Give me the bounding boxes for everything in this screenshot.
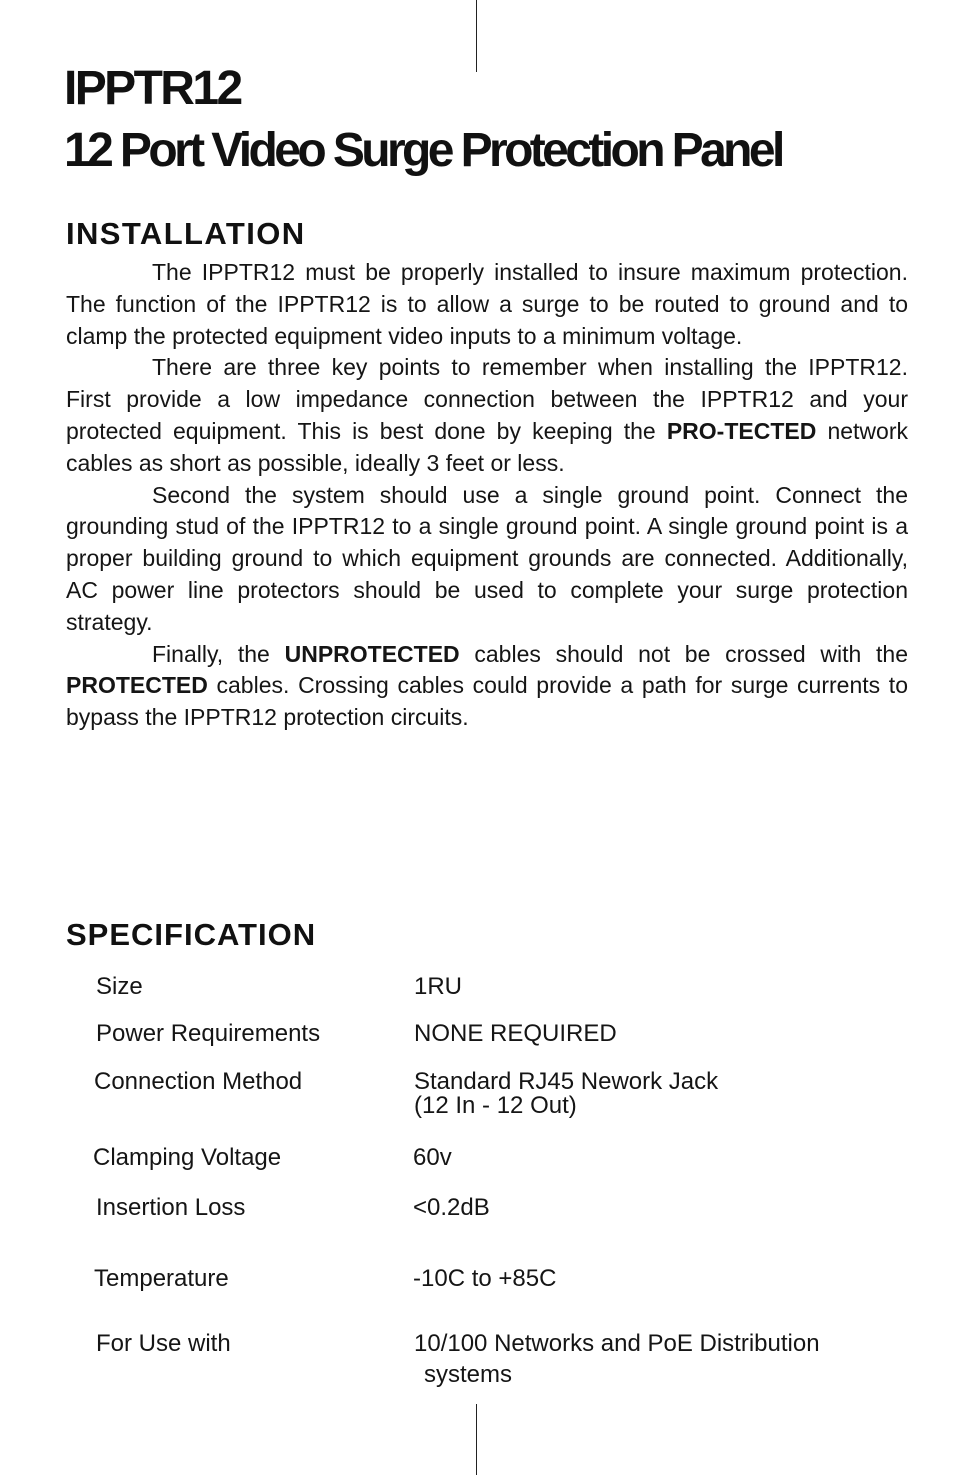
specification-heading: SPECIFICATION (66, 917, 317, 952)
spec-value: -10C to +85C (413, 1265, 557, 1292)
spec-label: Size (96, 973, 143, 1000)
spec-label: Power Requirements (96, 1020, 321, 1047)
spec-value: Standard RJ45 Nework Jack (12 In - 12 Out) (414, 1068, 719, 1119)
spec-row-temperature (94, 1265, 557, 1292)
spec-label: For Use with (96, 1330, 231, 1357)
spec-row-use-with (96, 1328, 820, 1388)
installation-paragraph-2: There are three key points to remember when installing the IPPTR12. First provide a low impedance connection between the IPPTR12 and your protected equipment. This is best done by keeping the PRO-TECTED network cables as short as possible, ideally 3 feet or less. (66, 354, 908, 476)
installation-heading: INSTALLATION (66, 216, 306, 251)
spec-value: <0.2dB (413, 1194, 490, 1221)
installation-paragraph-3: Second the system should use a single ground point. Connect the grounding stud of the IPPTR12 to a single ground point. A single ground point is a proper building ground to which equipment grounds are connected. Additionally, AC power line protectors should be used to complete your surge protection strategy. (66, 481, 908, 635)
spec-value: 1RU (414, 973, 463, 1000)
spec-label: Connection Method (94, 1068, 303, 1095)
installation-text (66, 257, 908, 734)
spec-label: Clamping Voltage (93, 1144, 282, 1171)
installation-paragraph-4: Finally, the UNPROTECTED cables should not be crossed with the PROTECTED cables. Crossing cables could provide a path for surge currents to bypass the IPPTR12 protection circuits. (66, 640, 908, 731)
installation-paragraph-1: The IPPTR12 must be properly installed to insure maximum protection. The function of the IPPTR12 is to allow a surge to be routed to ground and to clamp the protected equipment video inputs to a minimum voltage. (66, 259, 908, 349)
bold-protected-term: PRO-TECTED (666, 417, 817, 444)
spec-label: Temperature (94, 1265, 229, 1292)
bold-unprotected-term: UNPROTECTED (284, 640, 460, 667)
product-name: 12 Port Video Surge Protection Panel (64, 124, 782, 177)
spec-value: 10/100 Networks and PoE Distribution systems (414, 1330, 820, 1388)
bottom-crop-mark (476, 1404, 477, 1475)
spec-row-power (96, 1020, 617, 1047)
spec-value: 60v (413, 1144, 452, 1171)
bold-protected-term: PROTECTED (66, 672, 208, 699)
spec-label: Insertion Loss (96, 1194, 246, 1221)
model-number: IPPTR12 (64, 62, 241, 115)
spec-row-connection (94, 1068, 719, 1119)
spec-row-insertion-loss (96, 1194, 490, 1221)
spec-row-size (96, 973, 463, 1000)
document-title (64, 58, 782, 182)
spec-value: NONE REQUIRED (414, 1020, 617, 1047)
spec-row-clamping (93, 1144, 452, 1171)
